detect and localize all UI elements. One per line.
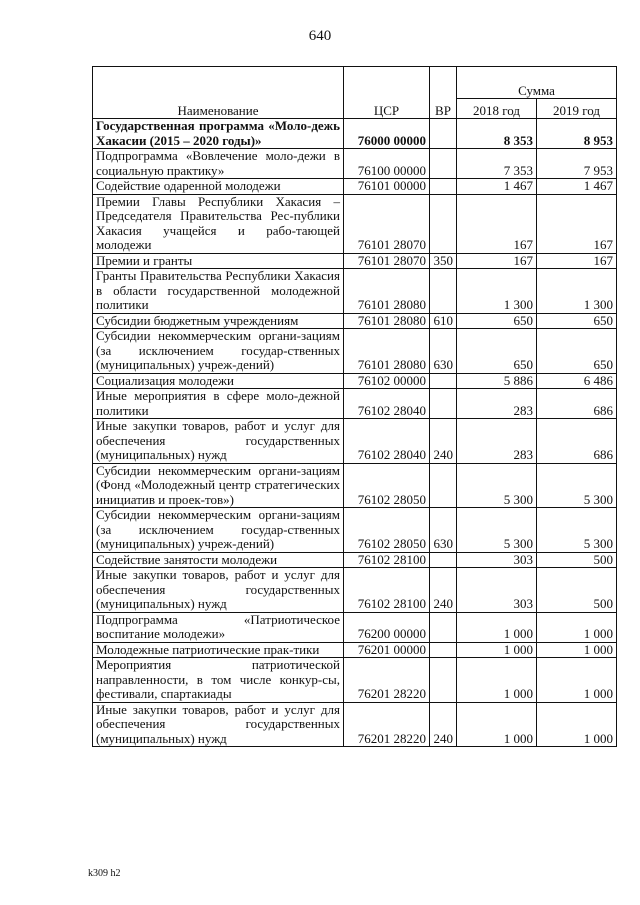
row-name-cell: Содействие занятости молодежи — [93, 552, 344, 568]
row-2019-cell: 650 — [537, 313, 617, 329]
footer-code: k309 h2 — [88, 868, 121, 879]
row-vr-cell — [430, 149, 457, 179]
table-row — [93, 419, 617, 464]
row-2019-cell: 5 300 — [537, 463, 617, 508]
row-vr-cell: 240 — [430, 568, 457, 613]
row-csr-cell: 76101 00000 — [344, 179, 430, 195]
header-sum: Сумма — [457, 67, 617, 99]
row-2018-cell: 283 — [457, 389, 537, 419]
row-2018-cell: 8 353 — [457, 119, 537, 149]
table-row — [93, 612, 617, 642]
table-header — [93, 67, 617, 119]
row-2018-cell: 167 — [457, 253, 537, 269]
row-csr-cell: 76101 28080 — [344, 329, 430, 374]
row-2018-cell: 1 300 — [457, 269, 537, 314]
row-2019-cell: 8 953 — [537, 119, 617, 149]
row-csr-cell: 76101 28080 — [344, 313, 430, 329]
row-vr-cell — [430, 373, 457, 389]
row-vr-cell: 630 — [430, 329, 457, 374]
row-2018-cell: 5 886 — [457, 373, 537, 389]
row-csr-cell: 76201 00000 — [344, 642, 430, 658]
row-vr-cell: 240 — [430, 419, 457, 464]
row-vr-cell — [430, 194, 457, 253]
row-2019-cell: 167 — [537, 194, 617, 253]
row-2019-cell: 686 — [537, 419, 617, 464]
row-csr-cell: 76102 28050 — [344, 463, 430, 508]
table-row — [93, 702, 617, 747]
header-csr: ЦСР — [344, 67, 430, 119]
row-name-cell: Государственная программа «Моло-дежь Хакасии (2015 – 2020 годы)» — [93, 119, 344, 149]
row-csr-cell: 76102 28050 — [344, 508, 430, 553]
table-row — [93, 373, 617, 389]
row-2019-cell: 1 467 — [537, 179, 617, 195]
header-year-2018: 2018 год — [457, 99, 537, 119]
row-vr-cell — [430, 658, 457, 703]
table-row — [93, 313, 617, 329]
header-vr: ВР — [430, 67, 457, 119]
row-2018-cell: 5 300 — [457, 508, 537, 553]
row-2019-cell: 1 000 — [537, 702, 617, 747]
row-csr-cell: 76100 00000 — [344, 149, 430, 179]
row-csr-cell: 76201 28220 — [344, 702, 430, 747]
table-row — [93, 119, 617, 149]
row-name-cell: Субсидии некоммерческим органи-зациям (за исключением государ-ственных (муниципальных) учреж-дений) — [93, 508, 344, 553]
row-vr-cell — [430, 552, 457, 568]
row-csr-cell: 76101 28070 — [344, 194, 430, 253]
row-2019-cell: 1 300 — [537, 269, 617, 314]
row-vr-cell — [430, 642, 457, 658]
table-row — [93, 389, 617, 419]
row-2019-cell: 500 — [537, 552, 617, 568]
row-name-cell: Премии Главы Республики Хакасия – Председателя Правительства Рес-публики Хакасия учащейся и рабо-тающей молодежи — [93, 194, 344, 253]
row-vr-cell: 630 — [430, 508, 457, 553]
table-row — [93, 552, 617, 568]
table-row — [93, 508, 617, 553]
row-name-cell: Мероприятия патриотической направленности, в том числе конкур-сы, фестивали, спартакиады — [93, 658, 344, 703]
row-name-cell: Иные закупки товаров, работ и услуг для обеспечения государственных (муниципальных) нужд — [93, 419, 344, 464]
row-2018-cell: 1 000 — [457, 612, 537, 642]
table-row — [93, 269, 617, 314]
row-2018-cell: 5 300 — [457, 463, 537, 508]
row-csr-cell: 76200 00000 — [344, 612, 430, 642]
row-2019-cell: 1 000 — [537, 642, 617, 658]
row-csr-cell: 76102 28100 — [344, 568, 430, 613]
row-name-cell: Подпрограмма «Вовлечение моло-дежи в социальную практику» — [93, 149, 344, 179]
row-vr-cell: 350 — [430, 253, 457, 269]
row-csr-cell: 76101 28080 — [344, 269, 430, 314]
row-2019-cell: 500 — [537, 568, 617, 613]
row-2018-cell: 1 000 — [457, 658, 537, 703]
row-vr-cell — [430, 179, 457, 195]
row-name-cell: Гранты Правительства Республики Хакасия в области государственной молодежной политики — [93, 269, 344, 314]
row-csr-cell: 76102 28100 — [344, 552, 430, 568]
row-vr-cell: 610 — [430, 313, 457, 329]
page-number: 640 — [308, 28, 332, 44]
row-name-cell: Молодежные патриотические прак-тики — [93, 642, 344, 658]
table-row — [93, 179, 617, 195]
row-2018-cell: 1 000 — [457, 702, 537, 747]
row-2018-cell: 650 — [457, 329, 537, 374]
budget-table — [92, 66, 617, 747]
row-name-cell: Иные закупки товаров, работ и услуг для обеспечения государственных (муниципальных) нужд — [93, 568, 344, 613]
table-row — [93, 253, 617, 269]
row-2019-cell: 167 — [537, 253, 617, 269]
row-2019-cell: 1 000 — [537, 612, 617, 642]
row-2019-cell: 7 953 — [537, 149, 617, 179]
row-2018-cell: 7 353 — [457, 149, 537, 179]
row-name-cell: Содействие одаренной молодежи — [93, 179, 344, 195]
row-vr-cell — [430, 119, 457, 149]
row-vr-cell: 240 — [430, 702, 457, 747]
row-csr-cell: 76201 28220 — [344, 658, 430, 703]
table-row — [93, 329, 617, 374]
row-2019-cell: 6 486 — [537, 373, 617, 389]
row-2018-cell: 167 — [457, 194, 537, 253]
row-vr-cell — [430, 389, 457, 419]
table-row — [93, 658, 617, 703]
row-2019-cell: 650 — [537, 329, 617, 374]
row-name-cell: Субсидии некоммерческим органи-зациям (за исключением государ-ственных (муниципальных) учреж-дений) — [93, 329, 344, 374]
table-row — [93, 194, 617, 253]
table-row — [93, 642, 617, 658]
row-2019-cell: 1 000 — [537, 658, 617, 703]
row-vr-cell — [430, 269, 457, 314]
row-2018-cell: 283 — [457, 419, 537, 464]
row-name-cell: Социализация молодежи — [93, 373, 344, 389]
row-2019-cell: 686 — [537, 389, 617, 419]
row-name-cell: Иные мероприятия в сфере моло-дежной политики — [93, 389, 344, 419]
row-csr-cell: 76102 28040 — [344, 389, 430, 419]
row-vr-cell — [430, 463, 457, 508]
row-csr-cell: 76102 00000 — [344, 373, 430, 389]
header-year-2019: 2019 год — [537, 99, 617, 119]
header-name: Наименование — [93, 67, 344, 119]
row-name-cell: Премии и гранты — [93, 253, 344, 269]
row-2018-cell: 650 — [457, 313, 537, 329]
row-vr-cell — [430, 612, 457, 642]
row-name-cell: Субсидии некоммерческим органи-зациям (Фонд «Молодежный центр стратегических инициатив и проек-тов») — [93, 463, 344, 508]
row-2018-cell: 303 — [457, 552, 537, 568]
row-name-cell: Подпрограмма «Патриотическое воспитание молодежи» — [93, 612, 344, 642]
table-row — [93, 568, 617, 613]
table-row — [93, 463, 617, 508]
table-row — [93, 149, 617, 179]
row-2019-cell: 5 300 — [537, 508, 617, 553]
row-csr-cell: 76102 28040 — [344, 419, 430, 464]
table-body — [93, 119, 617, 747]
row-2018-cell: 1 467 — [457, 179, 537, 195]
row-name-cell: Иные закупки товаров, работ и услуг для обеспечения государственных (муниципальных) нужд — [93, 702, 344, 747]
row-2018-cell: 1 000 — [457, 642, 537, 658]
row-csr-cell: 76101 28070 — [344, 253, 430, 269]
row-name-cell: Субсидии бюджетным учреждениям — [93, 313, 344, 329]
row-2018-cell: 303 — [457, 568, 537, 613]
row-csr-cell: 76000 00000 — [344, 119, 430, 149]
